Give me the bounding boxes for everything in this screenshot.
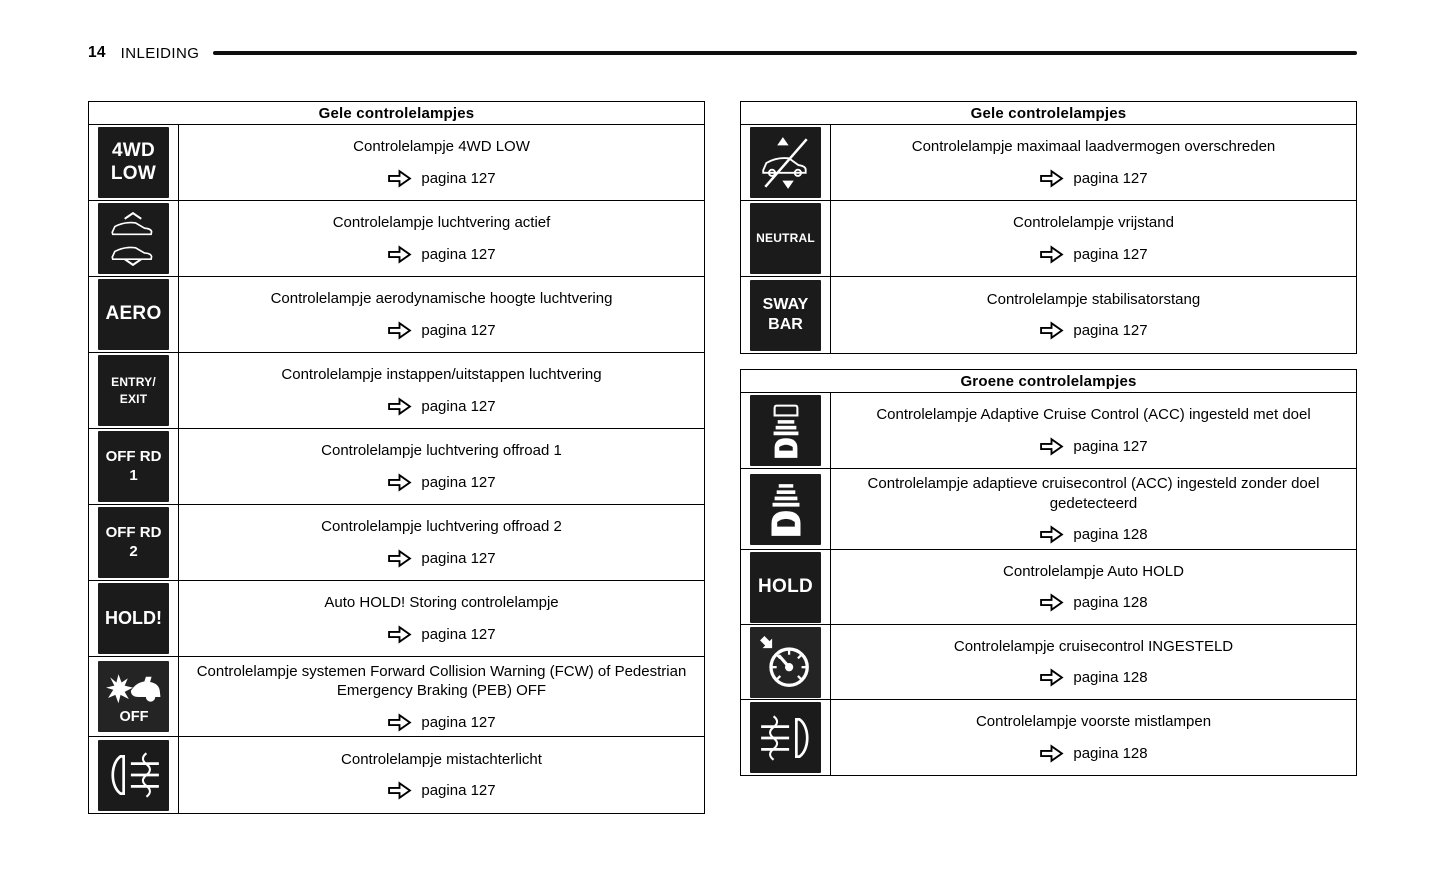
fcw-peb-off-icon xyxy=(89,657,179,736)
page-reference xyxy=(1039,321,1147,340)
aero-ride-height-icon: AERO xyxy=(89,277,179,352)
sway-bar-indicator-icon: SWAY BAR xyxy=(741,277,831,353)
indicator-row xyxy=(89,737,704,813)
page-reference-label: pagina 127 xyxy=(421,321,496,339)
right-arrow-icon xyxy=(1039,744,1064,763)
page-reference-label: pagina 127 xyxy=(1073,437,1148,455)
indicator-description: Controlelampje Adaptive Cruise Control (ACC) ingesteld met doel xyxy=(876,406,1311,424)
rear-fog-light-icon xyxy=(89,737,179,813)
page-reference xyxy=(387,397,495,416)
right-arrow-icon xyxy=(1039,668,1064,687)
page-reference-label: pagina 127 xyxy=(421,782,496,800)
indicator-description: Controlelampje instappen/uitstappen luchtvering xyxy=(281,366,602,384)
auto-hold-fault-icon: HOLD! xyxy=(89,581,179,656)
page-reference xyxy=(1039,437,1147,456)
max-load-exceeded-icon xyxy=(741,125,831,200)
page-reference-label: pagina 127 xyxy=(1073,169,1148,187)
right-arrow-icon xyxy=(1039,245,1064,264)
indicator-row xyxy=(89,353,704,429)
page-reference-label: pagina 127 xyxy=(1073,322,1148,340)
indicator-row xyxy=(89,581,704,657)
content-columns xyxy=(88,101,1357,814)
indicator-row xyxy=(741,625,1356,700)
indicator-description: Controlelampje luchtvering actief xyxy=(332,214,551,232)
left-column xyxy=(88,101,705,814)
indicator-description: Controlelampje cruisecontrol INGESTELD xyxy=(953,637,1234,655)
yellow-indicators-table-left xyxy=(88,101,705,814)
page-reference-label: pagina 127 xyxy=(421,397,496,415)
page-reference xyxy=(387,169,495,188)
page-reference xyxy=(1039,245,1147,264)
indicator-description: Controlelampje stabilisatorstang xyxy=(986,290,1201,308)
cruise-control-set-icon xyxy=(741,625,831,699)
acc-set-no-target-icon xyxy=(741,469,831,549)
page-number: 14 xyxy=(88,44,106,61)
right-arrow-icon xyxy=(387,169,412,188)
section-title: INLEIDING xyxy=(120,44,200,62)
indicator-row xyxy=(741,393,1356,469)
right-arrow-icon xyxy=(387,549,412,568)
indicator-description: Controlelampje 4WD LOW xyxy=(353,138,530,156)
page-reference xyxy=(387,473,495,492)
page-reference-label: pagina 127 xyxy=(421,549,496,567)
page-reference xyxy=(387,321,495,340)
entry-exit-ride-height-icon: ENTRY/ EXIT xyxy=(89,353,179,428)
page-reference xyxy=(387,781,495,800)
page-reference xyxy=(387,713,495,732)
right-arrow-icon xyxy=(387,625,412,644)
right-arrow-icon xyxy=(387,397,412,416)
page-reference-label: pagina 128 xyxy=(1073,744,1148,762)
page-reference xyxy=(1039,668,1147,687)
indicator-description: Controlelampje adaptieve cruisecontrol (ACC) ingesteld zonder doel gedetecteerd xyxy=(867,475,1320,512)
right-arrow-icon xyxy=(1039,169,1064,188)
indicator-description: Controlelampje maximaal laadvermogen overschreden xyxy=(911,138,1276,156)
page-reference-label: pagina 127 xyxy=(421,625,496,643)
front-fog-lamps-icon xyxy=(741,700,831,775)
table-title: Groene controlelampjes xyxy=(741,370,1356,393)
air-suspension-active-icon xyxy=(89,201,179,276)
right-arrow-icon xyxy=(1039,525,1064,544)
4wd-low-indicator-icon xyxy=(89,125,179,200)
indicator-description: Controlelampje mistachterlicht xyxy=(341,750,542,768)
indicator-description: Controlelampje vrijstand xyxy=(1013,214,1174,232)
header-rule xyxy=(213,51,1357,56)
indicator-row xyxy=(89,657,704,737)
right-arrow-icon xyxy=(387,713,412,732)
right-column xyxy=(740,101,1357,814)
page-reference-label: pagina 127 xyxy=(421,245,496,263)
indicator-row xyxy=(89,505,704,581)
indicator-description: Controlelampje voorste mistlampen xyxy=(975,713,1212,731)
indicator-row xyxy=(89,429,704,505)
indicator-row xyxy=(741,125,1356,201)
right-arrow-icon xyxy=(1039,321,1064,340)
page-reference-label: pagina 127 xyxy=(421,713,496,731)
indicator-row xyxy=(741,469,1356,550)
right-arrow-icon xyxy=(387,321,412,340)
indicator-row xyxy=(741,201,1356,277)
table-title: Gele controlelampjes xyxy=(89,102,704,125)
auto-hold-indicator-icon: HOLD xyxy=(741,550,831,624)
page-reference xyxy=(1039,593,1147,612)
fcw-off-caption: OFF xyxy=(119,708,148,725)
page-reference xyxy=(1039,525,1147,544)
right-arrow-icon xyxy=(387,473,412,492)
page-reference-label: pagina 128 xyxy=(1073,526,1148,543)
page-reference xyxy=(1039,744,1147,763)
page-reference-label: pagina 127 xyxy=(1073,245,1148,263)
indicator-description: Controlelampje luchtvering offroad 1 xyxy=(321,442,562,460)
page-reference xyxy=(387,625,495,644)
yellow-indicators-table-right xyxy=(740,101,1357,354)
indicator-description: Controlelampje systemen Forward Collision Warning (FCW) of Pedestrian Emergency Braking (PEB) OFF xyxy=(196,662,687,699)
page-reference xyxy=(387,245,495,264)
indicator-description: Controlelampje luchtvering offroad 2 xyxy=(321,518,562,536)
page-header xyxy=(88,44,1357,62)
page-reference xyxy=(1039,169,1147,188)
offroad-2-ride-height-icon: OFF RD 2 xyxy=(89,505,179,580)
indicator-row xyxy=(89,277,704,353)
table-title: Gele controlelampjes xyxy=(741,102,1356,125)
page-reference-label: pagina 128 xyxy=(1073,594,1148,612)
page-reference-label: pagina 127 xyxy=(421,169,496,187)
neutral-indicator-icon: NEUTRAL xyxy=(741,201,831,276)
right-arrow-icon xyxy=(387,245,412,264)
indicator-description: Controlelampje aerodynamische hoogte luchtvering xyxy=(270,290,613,308)
indicator-row xyxy=(741,550,1356,625)
indicator-row xyxy=(741,700,1356,775)
indicator-description: Auto HOLD! Storing controlelampje xyxy=(324,594,559,612)
4wd-low-badge: 4WD LOW xyxy=(98,127,169,198)
indicator-row xyxy=(89,201,704,277)
offroad-1-ride-height-icon: OFF RD 1 xyxy=(89,429,179,504)
page-reference xyxy=(387,549,495,568)
page-reference-label: pagina 128 xyxy=(1073,669,1148,687)
indicator-row xyxy=(741,277,1356,353)
acc-set-with-target-icon xyxy=(741,393,831,468)
right-arrow-icon xyxy=(387,781,412,800)
indicator-description: Controlelampje Auto HOLD xyxy=(1003,562,1184,580)
green-indicators-table xyxy=(740,369,1357,776)
page-reference-label: pagina 127 xyxy=(421,473,496,491)
right-arrow-icon xyxy=(1039,437,1064,456)
indicator-row xyxy=(89,125,704,201)
right-arrow-icon xyxy=(1039,593,1064,612)
